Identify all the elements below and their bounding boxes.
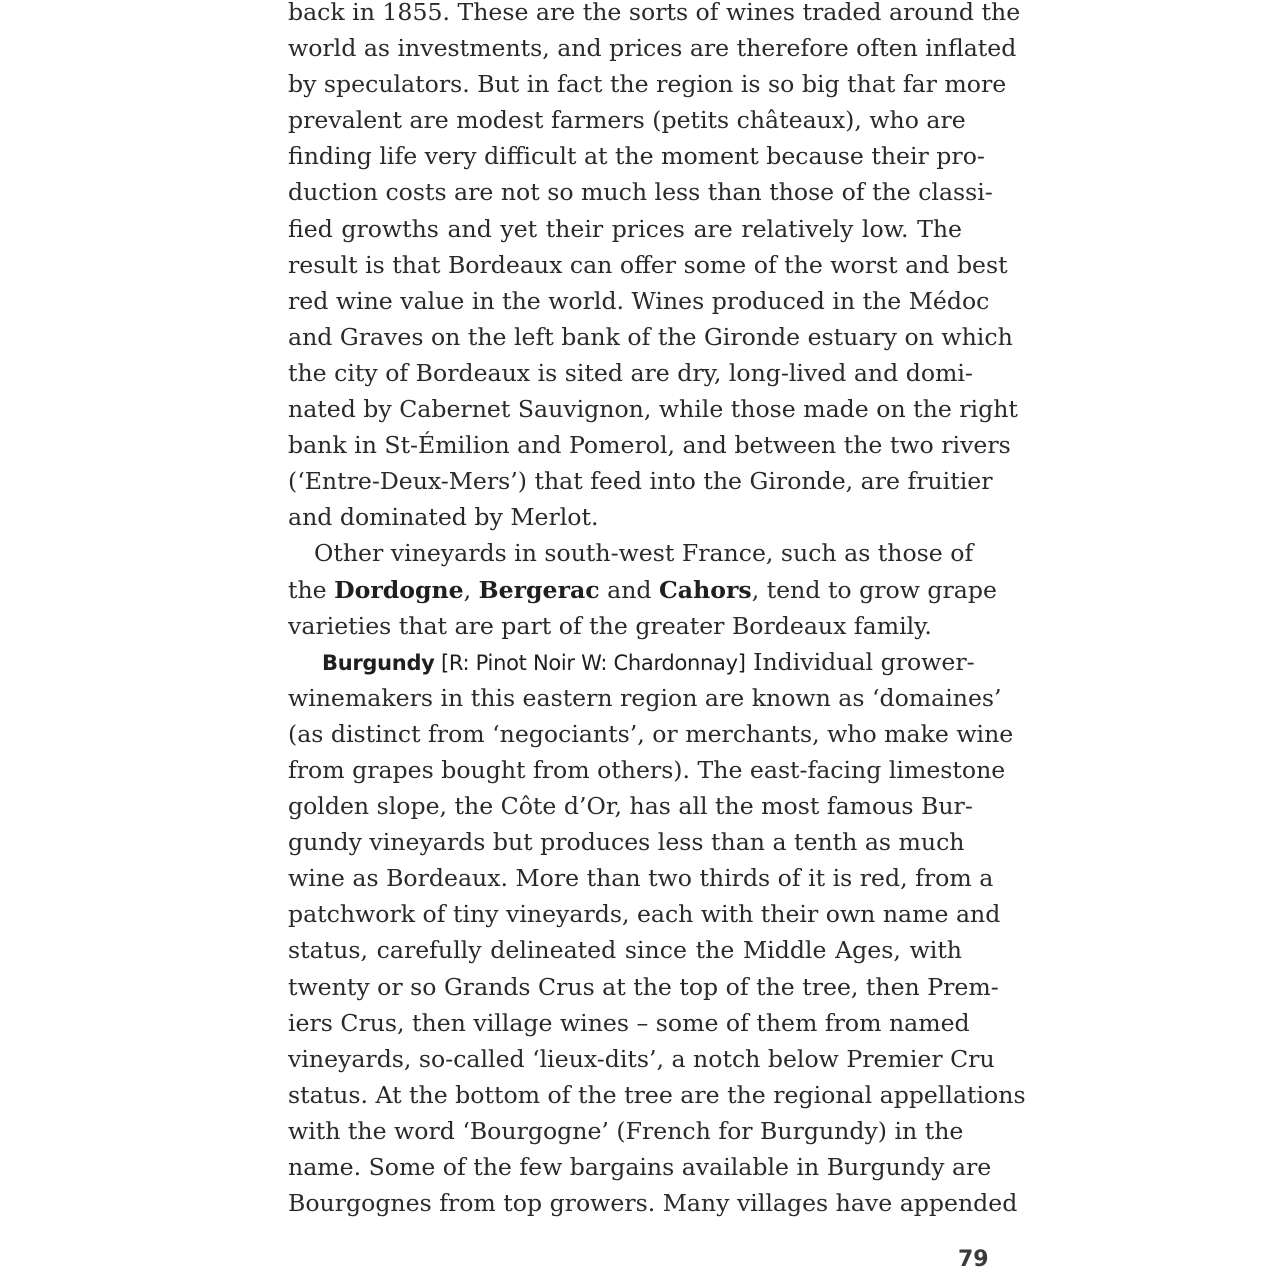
text-line: red wine value in the world. Wines produced in the Médoc [288, 286, 990, 315]
text-line: nated by Cabernet Sauvignon, while those made on the right [288, 395, 1018, 424]
text-line: the city of Bordeaux is sited are dry, long-lived and domi- [288, 358, 973, 387]
region-name-cahors: Cahors [659, 575, 752, 604]
text-run: the [288, 575, 335, 604]
section-heading-burgundy: Burgundy [322, 650, 435, 675]
text-line: golden slope, the Côte d’Or, has all the most famous Bur- [288, 792, 973, 821]
text-line [288, 572, 997, 608]
text-line: and dominated by Merlot. [288, 503, 599, 532]
page-number: 79 [958, 1247, 989, 1272]
text-line: Bourgognes from top growers. Many villages have appended [288, 1189, 1018, 1218]
text-line: result is that Bordeaux can offer some of the worst and best [288, 250, 1008, 279]
text-line: and Graves on the left bank of the Gironde estuary on which [288, 322, 1013, 351]
text-column [288, 0, 1026, 1221]
text-line: status. At the bottom of the tree are the regional appellations [288, 1080, 1026, 1109]
text-line: from grapes bought from others). The east-facing limestone [288, 755, 1006, 784]
paragraph-south-west-france [288, 535, 997, 643]
text-line: world as investments, and prices are therefore often inflated [288, 34, 1017, 63]
text-line: back in 1855. These are the sorts of wines traded around the [288, 0, 1021, 26]
text-line: status, carefully delineated since the Middle Ages, with [288, 936, 962, 965]
text-line: (as distinct from ‘negociants’, or merchants, who make wine [288, 719, 1014, 748]
text-line: by speculators. But in fact the region is so big that far more [288, 70, 1007, 99]
text-line: bank in St-Émilion and Pomerol, and between the two rivers [288, 431, 1011, 460]
text-line: patchwork of tiny vineyards, each with their own name and [288, 900, 1001, 929]
text-line [288, 644, 975, 680]
text-line: Other vineyards in south-west France, such as those of [314, 539, 974, 568]
region-name-dordogne: Dordogne [334, 575, 464, 604]
text-line: vineyards, so-called ‘lieux-dits’, a notch below Premier Cru [288, 1044, 995, 1073]
text-line: prevalent are modest farmers (petits châteaux), who are [288, 106, 966, 135]
paragraph-burgundy [288, 644, 1026, 1222]
text-line: varieties that are part of the greater Bordeaux family. [288, 611, 932, 640]
text-line: fied growths and yet their prices are relatively low. The [288, 214, 962, 243]
text-line: iers Crus, then village wines – some of them from named [288, 1008, 970, 1037]
text-line: duction costs are not so much less than those of the classi- [288, 178, 993, 207]
text-line: wine as Bordeaux. More than two thirds of it is red, from a [288, 864, 994, 893]
text-run: , tend to grow grape [751, 575, 997, 604]
region-name-bergerac: Bergerac [478, 575, 600, 604]
text-line: name. Some of the few bargains available in Burgundy are [288, 1153, 992, 1181]
text-line: with the word ‘Bourgogne’ (French for Burgundy) in the [288, 1116, 964, 1145]
text-line: (‘Entre-Deux-Mers’) that feed into the Gironde, are fruitier [288, 467, 993, 496]
grape-varieties: [R: Pinot Noir W: Chardonnay] [434, 650, 746, 675]
text-run: , [463, 575, 479, 604]
text-line: twenty or so Grands Crus at the top of the tree, then Prem- [288, 972, 999, 1001]
text-run: Individual grower- [745, 647, 975, 676]
text-run: and [599, 575, 660, 604]
text-line: finding life very difficult at the moment because their pro- [288, 142, 985, 171]
paragraph-bordeaux-continued [288, 0, 1021, 535]
text-line: gundy vineyards but produces less than a tenth as much [288, 828, 965, 857]
text-line: winemakers in this eastern region are known as ‘domaines’ [288, 683, 1002, 712]
